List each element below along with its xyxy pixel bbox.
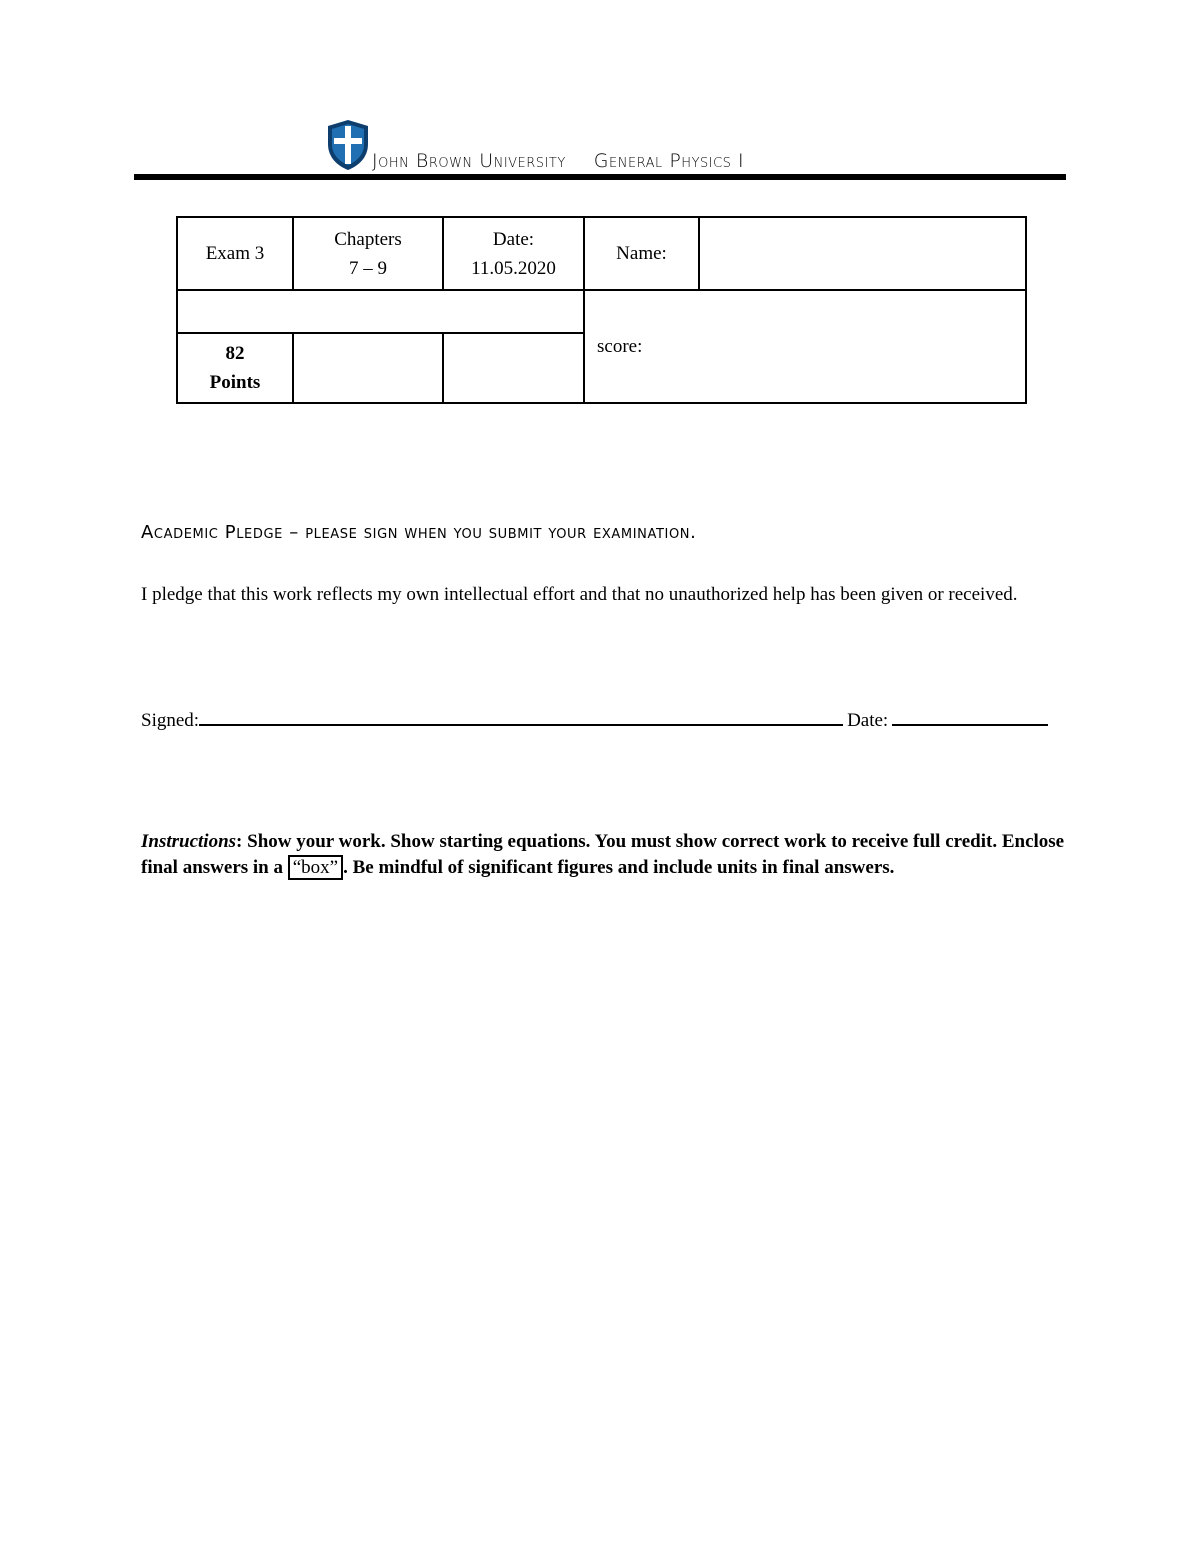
signature-field[interactable] [199, 704, 843, 726]
pledge-title: Academic Pledge – please sign when you submit your examination. [141, 522, 697, 543]
empty-cell-2 [443, 333, 584, 403]
score-field[interactable] [584, 290, 1026, 403]
university-name: John Brown University [372, 150, 566, 172]
exam-info-table [176, 216, 1027, 404]
exam-number-cell: Exam 3 [177, 217, 293, 290]
course-name: General Physics I [593, 150, 745, 172]
header-divider [134, 174, 1066, 180]
score-label: score: [597, 336, 643, 357]
pledge-text: I pledge that this work reflects my own intellectual effort and that no unauthorized help has been given or received. [141, 584, 1018, 605]
name-label-cell: Name: [584, 217, 699, 290]
name-field[interactable] [699, 217, 1026, 290]
signature-date-field[interactable] [892, 704, 1048, 726]
date-label: Date: [492, 228, 535, 250]
instructions-text-end: . Be mindful of significant figures and include units in final answers. [343, 857, 895, 878]
points-value: 82 [225, 343, 245, 364]
chapters-label: Chapters [334, 228, 402, 250]
empty-cell-1 [293, 333, 443, 403]
signed-label: Signed: [141, 710, 200, 731]
instructions-text: Show your work. Show starting equations. You must show correct work to receive full credit. Enclose final answers in a [141, 831, 1065, 878]
points-cell [177, 333, 293, 403]
box-example: “box” [288, 855, 343, 880]
university-shield-logo [325, 118, 371, 172]
chapters-cell [293, 217, 443, 290]
blank-row-cell [177, 290, 584, 333]
page-header-title [372, 150, 744, 172]
instructions-paragraph: Instructions: Show your work. Show starting equations. You must show correct work to receive full credit. Enclose final answers in a “box” . Be mindful of significant figures and include units in final answers. [141, 831, 1065, 878]
points-label: Points [209, 372, 261, 393]
instructions-lead: Instructions [141, 831, 237, 852]
signature-line [141, 704, 1061, 732]
date-cell [443, 217, 584, 290]
signature-date-label: Date: [847, 710, 889, 731]
date-value: 11.05.2020 [471, 257, 556, 279]
chapters-range: 7 – 9 [349, 257, 387, 279]
